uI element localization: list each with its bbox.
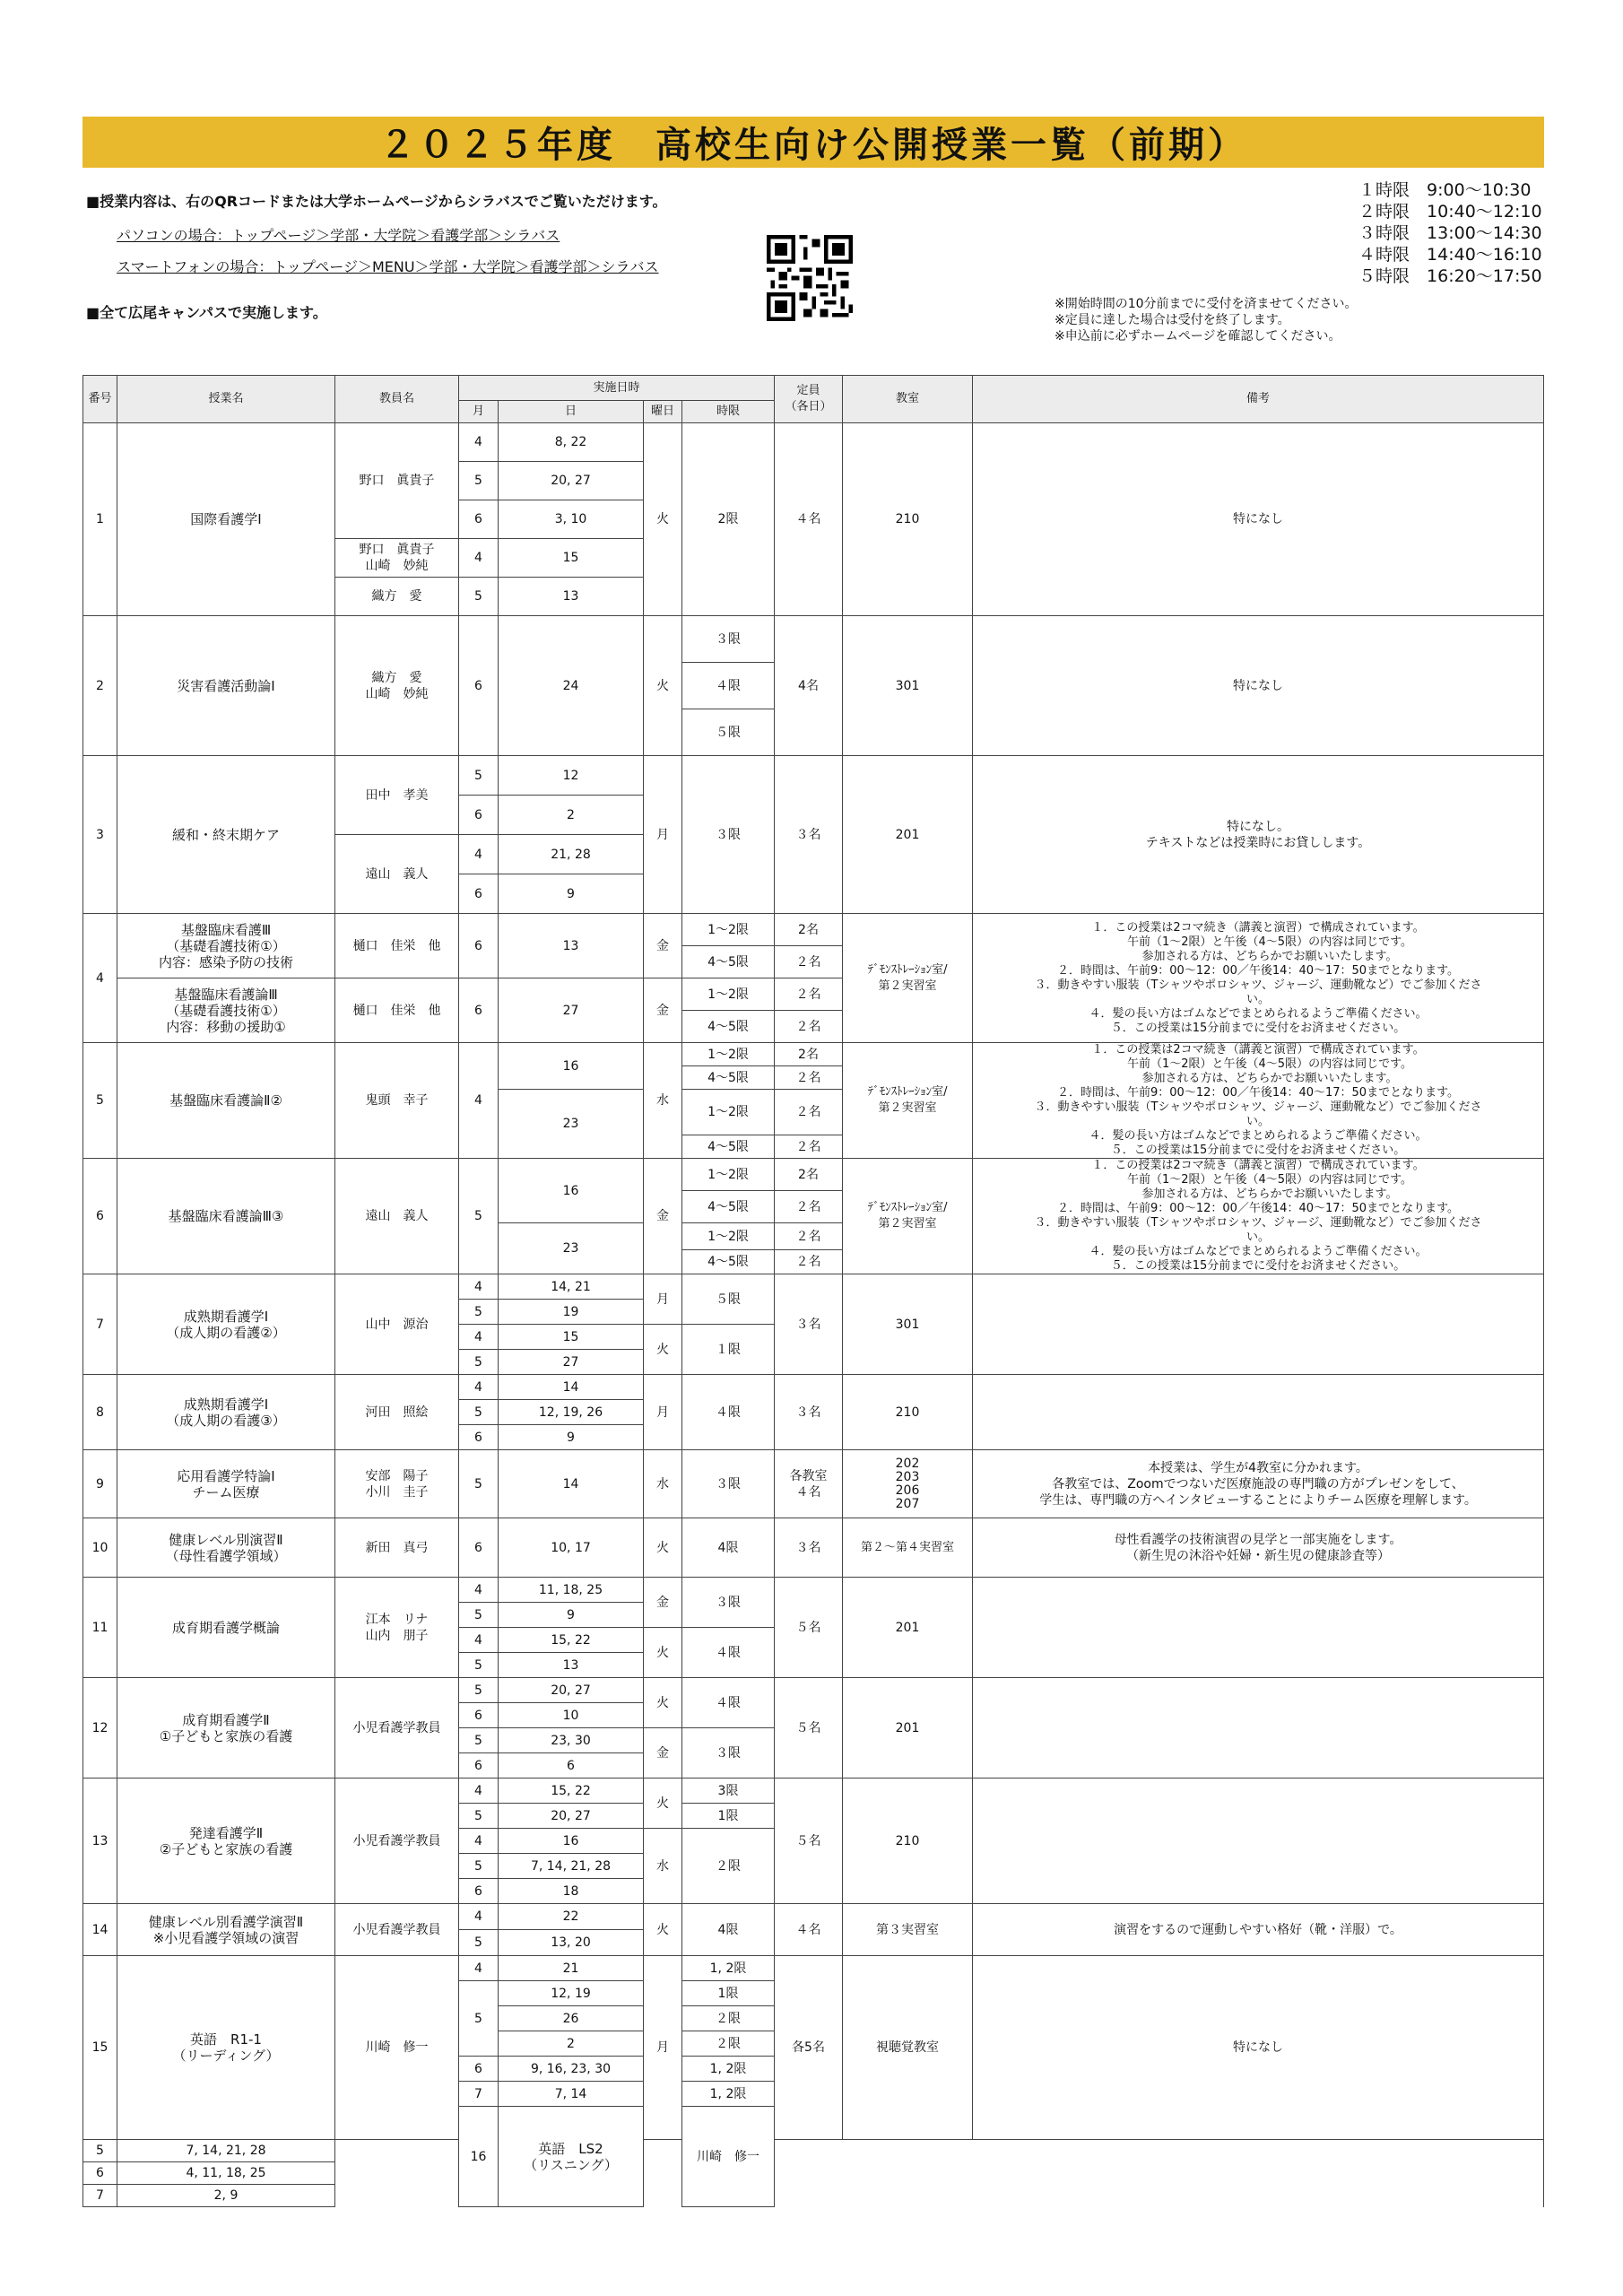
course-name: 緩和・終末期ケア — [117, 756, 335, 914]
header-capacity: 定員 （各日） — [775, 376, 843, 423]
table-row: 6 10 — [83, 1703, 1544, 1728]
course-name: 成育期看護学Ⅱ ①子どもと家族の看護 — [117, 1678, 335, 1779]
table-row: 3 緩和・終末期ケア 田中 孝美 5 12 月 ３限 ３名 201 特になし。 テキストなどは授業時にお貸しします。 — [83, 756, 1544, 796]
table-row: 4 15 火 １限 — [83, 1325, 1544, 1350]
table-row: 5 12, 19 1限 — [83, 1981, 1544, 2006]
remarks: 特になし。 テキストなどは授業時にお貸しします。 — [973, 756, 1544, 914]
course-name: 成熟期看護学Ⅰ （成人期の看護②） — [117, 1274, 335, 1375]
course-name: 国際看護学Ⅰ — [117, 423, 335, 616]
page-title: ２０２５年度 高校生向け公開授業一覧（前期） — [379, 125, 1247, 166]
note-homepage: ※申込前に必ずホームページを確認してください。 — [1055, 329, 1341, 344]
table-row: 4 16 水 ２限 — [83, 1829, 1544, 1854]
table-row: 基盤臨床看護論Ⅲ （基礎看護技術①） 内容：移動の援助① 樋口 佳栄 他 6 27 金 1～2限 ２名 — [83, 978, 1544, 1011]
table-row: 6 9, 16, 23, 30 1, 2限 — [83, 2057, 1544, 2082]
info-campus: ■全て広尾キャンパスで実施します。 — [86, 304, 327, 321]
table-row: 7 2, 9 — [83, 2185, 1544, 2207]
table-row: 13 発達看護学Ⅱ ②子どもと家族の看護 小児看護学教員 4 15, 22 火 3限 ５名 210 — [83, 1779, 1544, 1804]
info-syllabus: ■授業内容は、右のQRコードまたは大学ホームページからシラバスでご覧いただけます。 — [86, 193, 667, 210]
table-row: 26 ２限 — [83, 2006, 1544, 2031]
header-day: 日 — [499, 401, 644, 423]
table-row: 9 応用看護学特論Ⅰ チーム医療 安部 陽子 小川 圭子 5 14 水 ３限 各教室 ４名 202 203 206 207 本授業は、学生が4教室に分かれます。 各教室では、Zoomでつないだ医療施設の専門職の方がプレゼンをして、 学生は、専門職の方へインタビューすることによりチーム医療を理解します。 — [83, 1450, 1544, 1518]
table-row: 織方 愛 5 13 — [83, 578, 1544, 616]
course-name: 健康レベル別演習Ⅱ （母性看護学領域） — [117, 1518, 335, 1578]
header-period: 時限 — [682, 401, 775, 423]
remarks: １．この授業は2コマ続き（講義と演習）で構成されています。 午前（1～2限）と午後（4～5限）の内容は同じです。 参加される方は、どちらかでお願いいたします。 ２．時間は、午前9：00～12：00／午後14：40～17：50までとなります。 ３．動きやすい服装（Tシャツやポロシャツ、ジャージ、運動靴など）でご参加くださ い。 ４．髪の長い方はゴムなどでまとめられるようご準備ください。 ５．この授業は15分前までに受付をお済ませください。 — [973, 1159, 1544, 1274]
table-row: 4～5限 ２名 — [83, 946, 1544, 978]
table-row: 5 9 — [83, 1603, 1544, 1628]
header-room: 教室 — [843, 376, 973, 423]
qr-code-icon[interactable] — [760, 235, 859, 321]
table-row: 6 3, 10 — [83, 500, 1544, 539]
table-row: 2 災害看護活動論Ⅰ 織方 愛 山崎 妙純 6 24 火 ３限 4名 301 特になし — [83, 616, 1544, 663]
remarks — [973, 1678, 1544, 1779]
table-row: 4 15, 22 火 ４限 — [83, 1628, 1544, 1653]
header-schedule: 実施日時 — [459, 376, 775, 401]
remarks: 特になし — [973, 616, 1544, 756]
course-name: 災害看護活動論Ⅰ — [117, 616, 335, 756]
table-row: 23 1～2限 ２名 — [83, 1223, 1544, 1250]
period-1: １時限 9:00～10:30 — [1358, 180, 1532, 200]
table-row: 5 20, 27 1限 — [83, 1804, 1544, 1829]
table-row: 5 20, 27 — [83, 462, 1544, 500]
remarks — [973, 1375, 1544, 1450]
course-name: 健康レベル別看護学演習Ⅱ ※小児看護学領域の演習 — [117, 1904, 335, 1956]
table-row: 7 7, 14 1, 2限 — [83, 2082, 1544, 2107]
course-name: 発達看護学Ⅱ ②子どもと家族の看護 — [117, 1779, 335, 1904]
course-name: 英語 R1-1 （リーディング） — [117, 1956, 335, 2140]
table-row: 10 健康レベル別演習Ⅱ （母性看護学領域） 新田 真弓 6 10, 17 火 4限 ３名 第２～第４実習室 母性看護学の技術演習の見学と一部実施をします。 （新生児の沐浴や妊婦・新生児の健康診査等） — [83, 1518, 1544, 1578]
course-name: 基盤臨床看護Ⅲ （基礎看護技術①） 内容：感染予防の技術 — [117, 914, 335, 978]
table-row: 5 基盤臨床看護論Ⅱ② 鬼頭 幸子 4 16 水 1～2限 2名 ﾃﾞﾓﾝｽﾄﾚｰｼｮﾝ室/ 第２実習室 １．この授業は2コマ続き（講義と演習）で構成されています。 午前（1～2限）と午後（4～5限）の内容は同じです。 参加される方は、どちらかでお願いいたします。 ２．時間は、午前9：00～12：00／午後14：40～17：50までとなります。 ３．動きやすい服装（Tシャツやポロシャツ、ジャージ、運動靴など）でご参加くださ い。 ４．髪の長い方はゴムなどでまとめられるようご準備ください。 ５．この授業は15分前までに受付をお済ませください。 — [83, 1043, 1544, 1066]
table-row: 16 英語 LS2 （リスニング） 川崎 修一 — [83, 2107, 1544, 2140]
table-row: 5 27 — [83, 1350, 1544, 1375]
table-row: 6 18 — [83, 1879, 1544, 1904]
remarks: 特になし — [973, 1956, 1544, 2140]
note-reception: ※開始時間の10分前までに受付を済ませてください。 — [1055, 297, 1358, 311]
remarks — [973, 1779, 1544, 1904]
remarks — [973, 1274, 1544, 1375]
table-row: 4～5限 ２名 — [83, 1066, 1544, 1090]
table-row: 5 23, 30 金 ３限 — [83, 1728, 1544, 1753]
header-teacher: 教員名 — [335, 376, 459, 423]
table-row: 4～5限 ２名 — [83, 1250, 1544, 1274]
remarks: 母性看護学の技術演習の見学と一部実施をします。 （新生児の沐浴や妊婦・新生児の健康診査等） — [973, 1518, 1544, 1578]
table-row: 14 健康レベル別看護学演習Ⅱ ※小児看護学領域の演習 小児看護学教員 4 22 火 4限 ４名 第３実習室 演習をするので運動しやすい格好（靴・洋服）で。 — [83, 1904, 1544, 1930]
table-row: 23 1～2限 ２名 — [83, 1090, 1544, 1135]
header-remarks: 備考 — [973, 376, 1544, 423]
course-name: 基盤臨床看護論Ⅲ③ — [117, 1159, 335, 1274]
remarks: １．この授業は2コマ続き（講義と演習）で構成されています。 午前（1～2限）と午後（4～5限）の内容は同じです。 参加される方は、どちらかでお願いいたします。 ２．時間は、午前9：00～12：00／午後14：40～17：50までとなります。 ３．動きやすい服装（Tシャツやポロシャツ、ジャージ、運動靴など）でご参加くださ い。 ４．髪の長い方はゴムなどでまとめられるようご準備ください。 ５．この授業は15分前までに受付をお済ませください。 — [973, 1043, 1544, 1159]
table-row: 6 9 — [83, 874, 1544, 914]
course-name: 基盤臨床看護論Ⅲ （基礎看護技術①） 内容：移動の援助① — [117, 978, 335, 1043]
table-row: 4～5限 ２名 — [83, 1011, 1544, 1043]
table-row: ４限 — [83, 663, 1544, 709]
table-row: 5 13 — [83, 1653, 1544, 1678]
course-name: 基盤臨床看護論Ⅱ② — [117, 1043, 335, 1159]
table-row: 5 13, 20 — [83, 1930, 1544, 1956]
sp-path-link[interactable]: スマートフォンの場合：トップページ＞MENU＞学部・大学院＞看護学部＞シラバス — [117, 258, 659, 275]
header-month: 月 — [459, 401, 499, 423]
table-row: 2 ２限 — [83, 2031, 1544, 2057]
table-row: 12 成育期看護学Ⅱ ①子どもと家族の看護 小児看護学教員 5 20, 27 火 ４限 ５名 201 — [83, 1678, 1544, 1703]
course-name: 英語 LS2 （リスニング） — [499, 2107, 644, 2207]
table-row: ５限 — [83, 709, 1544, 756]
remarks: 演習をするので運動しやすい格好（靴・洋服）で。 — [973, 1904, 1544, 1956]
period-2: ２時限 10:40～12:10 — [1358, 202, 1542, 222]
table-row: 4～5限 ２名 — [83, 1135, 1544, 1159]
course-name: 成熟期看護学Ⅰ （成人期の看護③） — [117, 1375, 335, 1450]
remarks — [973, 1578, 1544, 1678]
table-row: 6 基盤臨床看護論Ⅲ③ 遠山 義人 5 16 金 1～2限 2名 ﾃﾞﾓﾝｽﾄﾚｰｼｮﾝ室/ 第２実習室 １．この授業は2コマ続き（講義と演習）で構成されています。 午前（1～2限）と午後（4～5限）の内容は同じです。 参加される方は、どちらかでお願いいたします。 ２．時間は、午前9：00～12：00／午後14：40～17：50までとなります。 ３．動きやすい服装（Tシャツやポロシャツ、ジャージ、運動靴など）でご参加くださ い。 ４．髪の長い方はゴムなどでまとめられるようご準備ください。 ５．この授業は15分前までに受付をお済ませください。 — [83, 1159, 1544, 1191]
notes — [1055, 296, 1358, 344]
header-row-1 — [83, 376, 1544, 401]
period-times — [1358, 179, 1542, 287]
table-row: 5 7, 14, 21, 28 — [83, 1854, 1544, 1879]
table-row: 5 7, 14, 21, 28 — [83, 2140, 1544, 2162]
header-no: 番号 — [83, 376, 117, 423]
header-weekday: 曜日 — [644, 401, 682, 423]
course-name: 応用看護学特論Ⅰ チーム医療 — [117, 1450, 335, 1518]
period-4: ４時限 14:40～16:10 — [1358, 245, 1542, 265]
pc-path-link[interactable]: パソコンの場合：トップページ＞学部・大学院＞看護学部＞シラバス — [117, 227, 560, 244]
table-row: 15 英語 R1-1 （リーディング） 川崎 修一 4 21 月 1, 2限 各5名 視聴覚教室 特になし — [83, 1956, 1544, 1981]
period-3: ３時限 13:00～14:30 — [1358, 223, 1542, 243]
table-row: 6 9 — [83, 1425, 1544, 1450]
remarks: １．この授業は2コマ続き（講義と演習）で構成されています。 午前（1～2限）と午後（4～5限）の内容は同じです。 参加される方は、どちらかでお願いいたします。 ２．時間は、午前9：00～12：00／午後14：40～17：50までとなります。 ３．動きやすい服装（Tシャツやポロシャツ、ジャージ、運動靴など）でご参加くださ い。 ４．髪の長い方はゴムなどでまとめられるようご準備ください。 ５．この授業は15分前までに受付をお済ませください。 — [973, 914, 1544, 1043]
table-row: 11 成育期看護学概論 江本 リナ 山内 朋子 4 11, 18, 25 金 ３限 ５名 201 — [83, 1578, 1544, 1603]
course-name: 成育期看護学概論 — [117, 1578, 335, 1678]
table-row: 5 19 — [83, 1300, 1544, 1325]
remarks: 特になし — [973, 423, 1544, 616]
table-row: 6 2 — [83, 796, 1544, 835]
table-row: 6 4, 11, 18, 25 — [83, 2162, 1544, 2185]
table-row: 5 12, 19, 26 — [83, 1400, 1544, 1425]
table-row: 6 6 — [83, 1753, 1544, 1779]
table-row: 4～5限 ２名 — [83, 1191, 1544, 1223]
title-bar — [82, 117, 1544, 168]
table-row: 遠山 義人 4 21, 28 — [83, 835, 1544, 874]
table-row: 野口 眞貴子 山崎 妙純 4 15 — [83, 539, 1544, 578]
table-row: 7 成熟期看護学Ⅰ （成人期の看護②） 山中 源治 4 14, 21 月 ５限 ３名 301 — [83, 1274, 1544, 1300]
header-course: 授業名 — [117, 376, 335, 423]
table-row: 4 基盤臨床看護Ⅲ （基礎看護技術①） 内容：感染予防の技術 樋口 佳栄 他 6 13 金 1～2限 2名 ﾃﾞﾓﾝｽﾄﾚｰｼｮﾝ室/ 第２実習室 １．この授業は2コマ続き（講義と演習）で構成されています。 午前（1～2限）と午後（4～5限）の内容は同じです。 参加される方は、どちらかでお願いいたします。 ２．時間は、午前9：00～12：00／午後14：40～17：50までとなります。 ３．動きやすい服装（Tシャツやポロシャツ、ジャージ、運動靴など）でご参加くださ い。 ４．髪の長い方はゴムなどでまとめられるようご準備ください。 ５．この授業は15分前までに受付をお済ませください。 — [83, 914, 1544, 946]
period-5: ５時限 16:20～17:50 — [1358, 266, 1542, 286]
remarks: 本授業は、学生が4教室に分かれます。 各教室では、Zoomでつないだ医療施設の専門職の方がプレゼンをして、 学生は、専門職の方へインタビューすることによりチーム医療を理解します。 — [973, 1450, 1544, 1518]
course-table — [82, 375, 1544, 2207]
note-capacity: ※定員に達した場合は受付を終了します。 — [1055, 313, 1290, 327]
table-row: 8 成熟期看護学Ⅰ （成人期の看護③） 河田 照絵 4 14 月 ４限 ３名 210 — [83, 1375, 1544, 1400]
table-row: 1 国際看護学Ⅰ 野口 眞貴子 4 8, 22 火 2限 ４名 210 特になし — [83, 423, 1544, 462]
